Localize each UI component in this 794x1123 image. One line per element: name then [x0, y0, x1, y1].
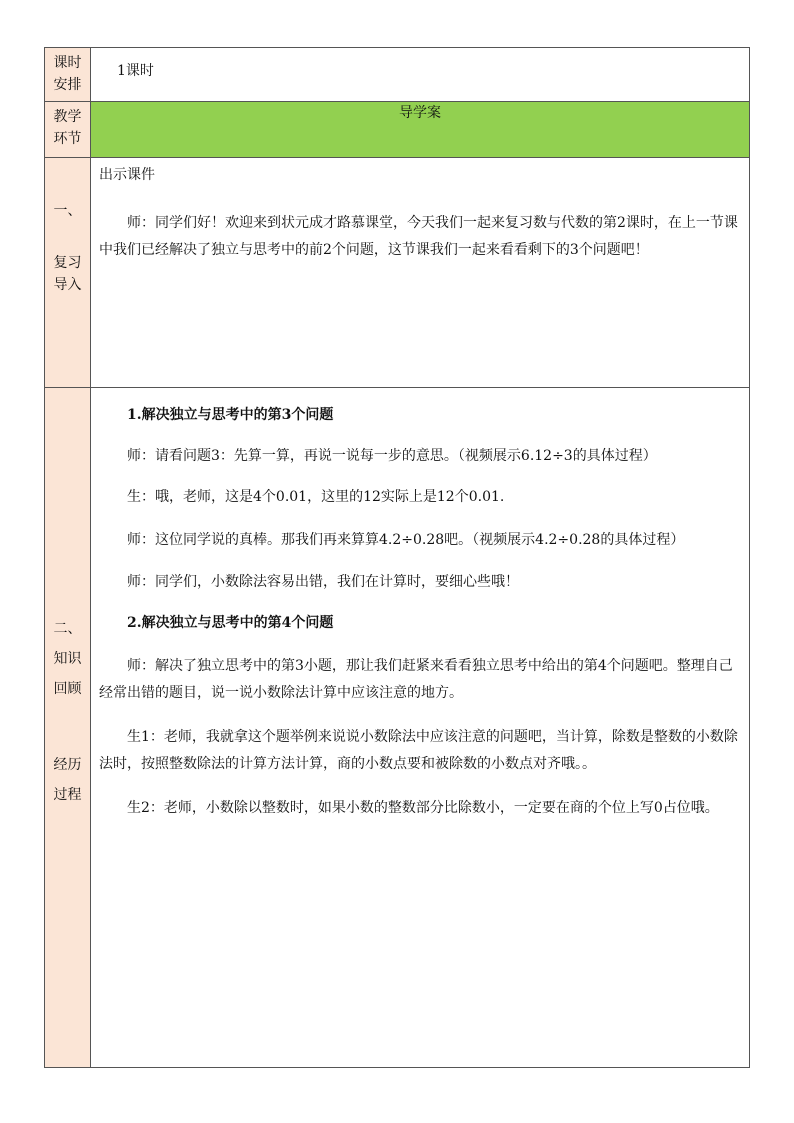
- teacher-line-1: 师：请看问题3：先算一算，再说一说每一步的意思。（视频展示6.12÷3的具体过程）: [127, 448, 657, 464]
- label-process-line1: 经历: [53, 757, 82, 773]
- review-paragraph: 师：同学们好！欢迎来到状元成才路慕课堂，今天我们一起来复习数与代数的第2课时，在上一节课中我们已经解决了独立与思考中的前2个问题，这节课我们一起来看看剩下的3个问题吧！: [99, 215, 738, 258]
- label-stage-line2: 环节: [53, 131, 82, 147]
- label-review-line2: 导入: [53, 277, 82, 293]
- section-heading-2: 2.解决独立与思考中的第4个问题: [127, 615, 334, 631]
- row-review: [45, 158, 750, 388]
- label-recall-number: 二、: [53, 621, 82, 637]
- guide-plan-header: [91, 102, 750, 158]
- row-recall: [45, 388, 750, 1068]
- label-recall-line2: 回顾: [53, 681, 82, 697]
- label-stage-line1: 教学: [53, 109, 82, 125]
- row-header: [45, 102, 750, 158]
- lesson-plan-table: [44, 47, 750, 1068]
- row-hours: [45, 48, 750, 102]
- label-recall-line1: 知识: [53, 651, 82, 667]
- label-cell-hours: [45, 48, 91, 102]
- section-heading-1: 1.解决独立与思考中的第3个问题: [127, 407, 334, 423]
- label-hours-line1: 课时: [53, 55, 82, 71]
- recall-content-cell: [91, 388, 750, 1068]
- student-line-2: 生1：老师，我就拿这个题举例来说说小数除法中应该注意的问题吧，当计算，除数是整数的小数除法时，按照整数除法的计算方法计算，商的小数点要和被除数的小数点对齐哦。。: [99, 729, 738, 772]
- label-cell-recall: [45, 388, 91, 1068]
- review-content-cell: [91, 158, 750, 388]
- teacher-line-4: 师：解决了独立思考中的第3小题，那让我们赶紧来看看独立思考中给出的第4个问题吧。整理自己经常出错的题目，说一说小数除法计算中应该注意的地方。: [99, 658, 733, 701]
- label-cell-stage: [45, 102, 91, 158]
- guide-plan-title: 导学案: [399, 105, 441, 121]
- label-hours-line2: 安排: [53, 77, 82, 93]
- label-cell-review: [45, 158, 91, 388]
- hours-value-cell: [91, 48, 750, 102]
- label-review-line1: 复习: [53, 255, 82, 271]
- show-courseware: 出示课件: [99, 167, 155, 183]
- teacher-line-2: 师：这位同学说的真棒。那我们再来算算4.2÷0.28吧。（视频展示4.2÷0.28的具体过程）: [127, 532, 685, 548]
- student-line-3: 生2：老师，小数除以整数时，如果小数的整数部分比除数小，一定要在商的个位上写0占位哦。: [127, 800, 719, 816]
- teacher-line-3: 师：同学们，小数除法容易出错，我们在计算时，要细心些哦！: [127, 574, 519, 590]
- hours-value: 1课时: [117, 63, 154, 79]
- label-process-line2: 过程: [53, 787, 82, 803]
- label-review-number: 一、: [53, 203, 82, 219]
- student-line-1: 生：哦，老师，这是4个0.01，这里的12实际上是12个0.01.: [127, 489, 505, 505]
